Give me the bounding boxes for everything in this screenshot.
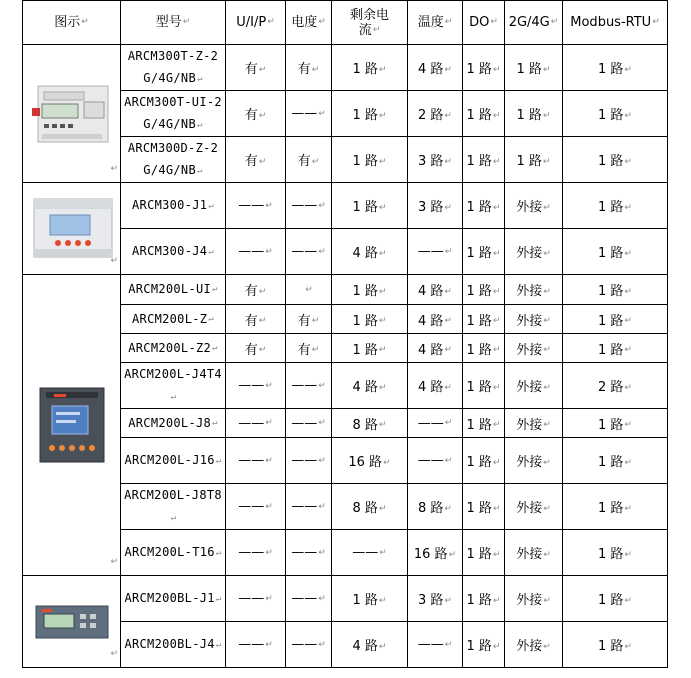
do-value: 1 路 <box>466 154 492 169</box>
energy-value: —— <box>291 378 318 393</box>
model-value: ARCM200L-J8T8 <box>124 488 222 503</box>
cell-model: ARCM300T-UI-2G/4G/NB↵ <box>121 91 226 137</box>
uip-value: 有 <box>244 108 258 123</box>
uip-value: —— <box>238 499 265 514</box>
cell-temp: ——↵ <box>408 409 463 438</box>
cell-energy: ——↵ <box>286 183 332 229</box>
cell-uip: ——↵ <box>226 409 286 438</box>
cell-do: 1 路↵ <box>463 530 505 576</box>
cell-temp: 16 路↵ <box>408 530 463 576</box>
comm-value: 外接 <box>516 380 543 395</box>
cell-uip: ——↵ <box>226 576 286 622</box>
cell-residual: 16 路↵ <box>332 438 408 484</box>
cell-comm: 1 路↵ <box>505 45 563 91</box>
cell-modbus: 1 路↵ <box>563 91 668 137</box>
cell-temp: 4 路↵ <box>408 363 463 409</box>
cell-energy: ——↵ <box>286 438 332 484</box>
header-row <box>23 1 668 45</box>
temp-value: 4 路 <box>418 62 444 77</box>
cell-modbus: 1 路↵ <box>563 137 668 183</box>
cell-modbus: 2 路↵ <box>563 363 668 409</box>
residual-value: 4 路 <box>352 246 378 261</box>
product-spec-table <box>22 0 668 668</box>
cell-comm: 外接↵ <box>505 275 563 305</box>
cell-residual: 1 路↵ <box>332 576 408 622</box>
cell-modbus: 1 路↵ <box>563 334 668 363</box>
cell-modbus: 1 路↵ <box>563 622 668 668</box>
cell-uip: ——↵ <box>226 363 286 409</box>
comm-value: 外接 <box>516 246 543 261</box>
cell-model: ARCM300T-Z-2G/4G/NB↵ <box>121 45 226 91</box>
comm-value: 外接 <box>516 284 543 299</box>
energy-value: —— <box>291 198 318 213</box>
temp-value: 2 路 <box>418 108 444 123</box>
energy-value: —— <box>291 637 318 652</box>
comm-value: 外接 <box>516 200 543 215</box>
cell-residual: 1 路↵ <box>332 275 408 305</box>
residual-value: 1 路 <box>352 154 378 169</box>
table-row <box>23 576 668 622</box>
do-value: 1 路 <box>466 342 492 358</box>
energy-value: —— <box>291 499 318 514</box>
cell-modbus: 1 路↵ <box>563 409 668 438</box>
comm-value: 外接 <box>516 547 543 562</box>
cell-temp: ——↵ <box>408 622 463 668</box>
residual-value: —— <box>352 545 379 560</box>
cell-uip: 有↵ <box>226 334 286 363</box>
model-value: ARCM200L-UI <box>128 282 212 296</box>
cell-modbus: 1 路↵ <box>563 305 668 334</box>
comm-value: 外接 <box>516 501 543 516</box>
do-value: 1 路 <box>466 501 492 516</box>
uip-value: —— <box>238 545 265 560</box>
cell-uip: ——↵ <box>226 183 286 229</box>
cell-temp: ——↵ <box>408 438 463 484</box>
table-row <box>23 275 668 305</box>
comm-value: 外接 <box>516 639 543 654</box>
cell-energy: 有↵ <box>286 334 332 363</box>
cell-energy: ——↵ <box>286 409 332 438</box>
model-value: ARCM300T-UI-2G/4G/NB <box>124 95 222 132</box>
cell-do: 1 路↵ <box>463 137 505 183</box>
cell-comm: 外接↵ <box>505 438 563 484</box>
device-image-cell: ↵ <box>23 576 121 668</box>
device-image-arcm300t <box>28 78 116 150</box>
modbus-value: 1 路 <box>598 154 624 169</box>
comm-value: 外接 <box>516 342 543 358</box>
uip-value: —— <box>238 637 265 652</box>
cell-model: ARCM200BL-J1↵ <box>121 576 226 622</box>
residual-value: 8 路 <box>352 417 378 433</box>
cell-modbus: 1 路↵ <box>563 576 668 622</box>
modbus-value: 1 路 <box>598 455 624 470</box>
cell-do: 1 路↵ <box>463 409 505 438</box>
energy-value: —— <box>291 415 318 431</box>
cell-residual: 1 路↵ <box>332 183 408 229</box>
header-modbus: Modbus-RTU↵ <box>563 1 668 45</box>
uip-value: 有 <box>244 62 258 77</box>
cell-energy: ——↵ <box>286 622 332 668</box>
cell-comm: 1 路↵ <box>505 137 563 183</box>
device-image-arcm200l <box>32 382 112 468</box>
modbus-value: 1 路 <box>598 246 624 261</box>
cell-comm: 外接↵ <box>505 484 563 530</box>
cell-model: ARCM200L-T16↵ <box>121 530 226 576</box>
cell-energy: ↵ <box>286 275 332 305</box>
temp-value: 3 路 <box>418 200 444 215</box>
do-value: 1 路 <box>466 547 492 562</box>
cell-residual: ——↵ <box>332 530 408 576</box>
cell-residual: 8 路↵ <box>332 409 408 438</box>
model-value: ARCM200L-Z <box>132 311 208 326</box>
temp-value: 4 路 <box>418 380 444 395</box>
cell-temp: 4 路↵ <box>408 275 463 305</box>
cell-do: 1 路↵ <box>463 438 505 484</box>
uip-value: 有 <box>244 284 258 299</box>
do-value: 1 路 <box>466 639 492 654</box>
model-value: ARCM300T-Z-2G/4G/NB <box>127 49 219 86</box>
cell-do: 1 路↵ <box>463 183 505 229</box>
temp-value: 8 路 <box>418 501 444 516</box>
header-do: DO↵ <box>463 1 505 45</box>
cell-temp: 3 路↵ <box>408 576 463 622</box>
cell-energy: 有↵ <box>286 305 332 334</box>
do-value: 1 路 <box>466 455 492 470</box>
uip-value: —— <box>238 198 265 213</box>
cell-energy: 有↵ <box>286 137 332 183</box>
cell-residual: 1 路↵ <box>332 45 408 91</box>
cell-model: ARCM300-J4↵ <box>121 229 226 275</box>
temp-value: 3 路 <box>418 593 444 608</box>
cell-model: ARCM200BL-J4↵ <box>121 622 226 668</box>
uip-value: 有 <box>244 342 258 358</box>
model-value: ARCM200L-J4T4 <box>124 367 222 382</box>
cell-do: 1 路↵ <box>463 484 505 530</box>
device-image-cell: ↵ <box>23 183 121 275</box>
residual-value: 1 路 <box>352 342 378 358</box>
cell-do: 1 路↵ <box>463 622 505 668</box>
comm-value: 外接 <box>516 593 543 608</box>
cell-comm: 外接↵ <box>505 409 563 438</box>
uip-value: —— <box>238 378 265 393</box>
residual-value: 1 路 <box>352 313 378 329</box>
uip-value: 有 <box>244 154 258 169</box>
cell-model: ARCM200L-J16↵ <box>121 438 226 484</box>
energy-value: 有 <box>297 342 311 358</box>
uip-value: —— <box>238 415 265 431</box>
uip-value: —— <box>238 453 265 468</box>
cell-model: ARCM300-J1↵ <box>121 183 226 229</box>
cell-uip: 有↵ <box>226 137 286 183</box>
header-residual: 剩余电流↵ <box>332 1 408 45</box>
cell-energy: ——↵ <box>286 91 332 137</box>
cell-model: ARCM200L-Z2↵ <box>121 334 226 363</box>
modbus-value: 1 路 <box>598 108 624 123</box>
energy-value: —— <box>291 106 318 121</box>
cell-temp: 3 路↵ <box>408 183 463 229</box>
temp-value: 4 路 <box>418 342 444 358</box>
cell-energy: ——↵ <box>286 229 332 275</box>
cell-residual: 1 路↵ <box>332 91 408 137</box>
cell-comm: 外接↵ <box>505 305 563 334</box>
cell-modbus: 1 路↵ <box>563 438 668 484</box>
do-value: 1 路 <box>466 593 492 608</box>
cell-residual: 1 路↵ <box>332 305 408 334</box>
model-value: ARCM200BL-J1 <box>124 591 215 606</box>
do-value: 1 路 <box>466 417 492 433</box>
cell-uip: ——↵ <box>226 229 286 275</box>
device-image-cell: ↵ <box>23 45 121 183</box>
header-temp: 温度↵ <box>408 1 463 45</box>
energy-value: —— <box>291 244 318 259</box>
cell-temp: 3 路↵ <box>408 137 463 183</box>
uip-value: —— <box>238 591 265 606</box>
cell-temp: 2 路↵ <box>408 91 463 137</box>
temp-value: —— <box>417 415 444 431</box>
model-value: ARCM200L-T16 <box>124 545 215 560</box>
cell-do: 1 路↵ <box>463 275 505 305</box>
energy-value: —— <box>291 545 318 560</box>
cell-residual: 4 路↵ <box>332 622 408 668</box>
modbus-value: 1 路 <box>598 342 624 358</box>
do-value: 1 路 <box>466 246 492 261</box>
modbus-value: 1 路 <box>598 200 624 215</box>
cell-comm: 1 路↵ <box>505 91 563 137</box>
cell-modbus: 1 路↵ <box>563 183 668 229</box>
table-row <box>23 45 668 91</box>
comm-value: 1 路 <box>516 108 542 123</box>
cell-do: 1 路↵ <box>463 334 505 363</box>
do-value: 1 路 <box>466 313 492 329</box>
cell-energy: ——↵ <box>286 484 332 530</box>
header-image: 图示↵ <box>23 1 121 45</box>
comm-value: 外接 <box>516 417 543 433</box>
do-value: 1 路 <box>466 62 492 77</box>
energy-value: —— <box>291 591 318 606</box>
cell-do: 1 路↵ <box>463 363 505 409</box>
cell-comm: 外接↵ <box>505 183 563 229</box>
model-value: ARCM200BL-J4 <box>124 637 215 652</box>
temp-value: 4 路 <box>418 284 444 299</box>
model-value: ARCM300-J4 <box>132 244 208 259</box>
cell-modbus: 1 路↵ <box>563 45 668 91</box>
cell-uip: ——↵ <box>226 622 286 668</box>
modbus-value: 2 路 <box>598 380 624 395</box>
cell-comm: 外接↵ <box>505 622 563 668</box>
modbus-value: 1 路 <box>598 313 624 329</box>
cell-residual: 4 路↵ <box>332 229 408 275</box>
cell-do: 1 路↵ <box>463 305 505 334</box>
cell-temp: ——↵ <box>408 229 463 275</box>
comm-value: 1 路 <box>516 154 542 169</box>
device-image-arcm200bl <box>32 602 112 642</box>
cell-model: ARCM200L-UI↵ <box>121 275 226 305</box>
comm-value: 外接 <box>516 313 543 329</box>
residual-value: 1 路 <box>352 108 378 123</box>
temp-value: 16 路 <box>413 547 448 562</box>
energy-value: 有 <box>297 154 311 169</box>
model-value: ARCM300D-Z-2G/4G/NB <box>127 141 219 178</box>
cell-do: 1 路↵ <box>463 229 505 275</box>
model-value: ARCM200L-J8 <box>128 415 212 430</box>
modbus-value: 1 路 <box>598 547 624 562</box>
comm-value: 外接 <box>516 455 543 470</box>
cell-uip: 有↵ <box>226 275 286 305</box>
comm-value: 1 路 <box>516 62 542 77</box>
modbus-value: 1 路 <box>598 284 624 299</box>
modbus-value: 1 路 <box>598 639 624 654</box>
cell-uip: 有↵ <box>226 45 286 91</box>
energy-value: 有 <box>297 62 311 77</box>
cell-comm: 外接↵ <box>505 363 563 409</box>
residual-value: 1 路 <box>352 62 378 77</box>
cell-residual: 8 路↵ <box>332 484 408 530</box>
cell-residual: 4 路↵ <box>332 363 408 409</box>
cell-uip: ——↵ <box>226 438 286 484</box>
residual-value: 4 路 <box>352 380 378 395</box>
table-row <box>23 183 668 229</box>
cell-modbus: 1 路↵ <box>563 229 668 275</box>
energy-value: —— <box>291 453 318 468</box>
cell-model: ARCM300D-Z-2G/4G/NB↵ <box>121 137 226 183</box>
header-model: 型号↵ <box>121 1 226 45</box>
cell-uip: ——↵ <box>226 530 286 576</box>
modbus-value: 1 路 <box>598 501 624 516</box>
cell-do: 1 路↵ <box>463 45 505 91</box>
residual-value: 8 路 <box>352 501 378 516</box>
cell-model: ARCM200L-J8↵ <box>121 409 226 438</box>
header-comm: 2G/4G↵ <box>505 1 563 45</box>
header-uip: U/I/P↵ <box>226 1 286 45</box>
temp-value: —— <box>417 453 444 468</box>
cell-temp: 8 路↵ <box>408 484 463 530</box>
cell-do: 1 路↵ <box>463 576 505 622</box>
temp-value: 4 路 <box>418 313 444 329</box>
cell-energy: ——↵ <box>286 363 332 409</box>
cell-energy: ——↵ <box>286 530 332 576</box>
cell-model: ARCM200L-J8T8↵ <box>121 484 226 530</box>
cell-comm: 外接↵ <box>505 576 563 622</box>
cell-temp: 4 路↵ <box>408 305 463 334</box>
cell-do: 1 路↵ <box>463 91 505 137</box>
model-value: ARCM300-J1 <box>132 198 208 213</box>
device-image-arcm300-j <box>28 193 116 265</box>
modbus-value: 1 路 <box>598 62 624 77</box>
residual-value: 1 路 <box>352 284 378 299</box>
do-value: 1 路 <box>466 284 492 299</box>
cell-modbus: 1 路↵ <box>563 530 668 576</box>
cell-modbus: 1 路↵ <box>563 275 668 305</box>
do-value: 1 路 <box>466 108 492 123</box>
residual-value: 16 路 <box>348 455 383 470</box>
uip-value: 有 <box>244 313 258 329</box>
cell-residual: 1 路↵ <box>332 334 408 363</box>
cell-energy: ——↵ <box>286 576 332 622</box>
modbus-value: 1 路 <box>598 417 624 433</box>
energy-value: 有 <box>297 313 311 329</box>
model-value: ARCM200L-Z2 <box>128 340 212 355</box>
do-value: 1 路 <box>466 380 492 395</box>
temp-value: —— <box>417 637 444 652</box>
cell-uip: ——↵ <box>226 484 286 530</box>
temp-value: 3 路 <box>418 154 444 169</box>
cell-uip: 有↵ <box>226 305 286 334</box>
cell-residual: 1 路↵ <box>332 137 408 183</box>
cell-temp: 4 路↵ <box>408 45 463 91</box>
modbus-value: 1 路 <box>598 593 624 608</box>
residual-value: 1 路 <box>352 593 378 608</box>
header-energy: 电度↵ <box>286 1 332 45</box>
cell-energy: 有↵ <box>286 45 332 91</box>
temp-value: —— <box>417 244 444 259</box>
cell-model: ARCM200L-J4T4↵ <box>121 363 226 409</box>
residual-value: 1 路 <box>352 200 378 215</box>
cell-comm: 外接↵ <box>505 229 563 275</box>
model-value: ARCM200L-J16 <box>124 453 215 468</box>
cell-model: ARCM200L-Z↵ <box>121 305 226 334</box>
cell-comm: 外接↵ <box>505 334 563 363</box>
do-value: 1 路 <box>466 200 492 215</box>
cell-temp: 4 路↵ <box>408 334 463 363</box>
cell-modbus: 1 路↵ <box>563 484 668 530</box>
cell-uip: 有↵ <box>226 91 286 137</box>
cell-comm: 外接↵ <box>505 530 563 576</box>
uip-value: —— <box>238 244 265 259</box>
residual-value: 4 路 <box>352 639 378 654</box>
device-image-cell: ↵ <box>23 275 121 576</box>
